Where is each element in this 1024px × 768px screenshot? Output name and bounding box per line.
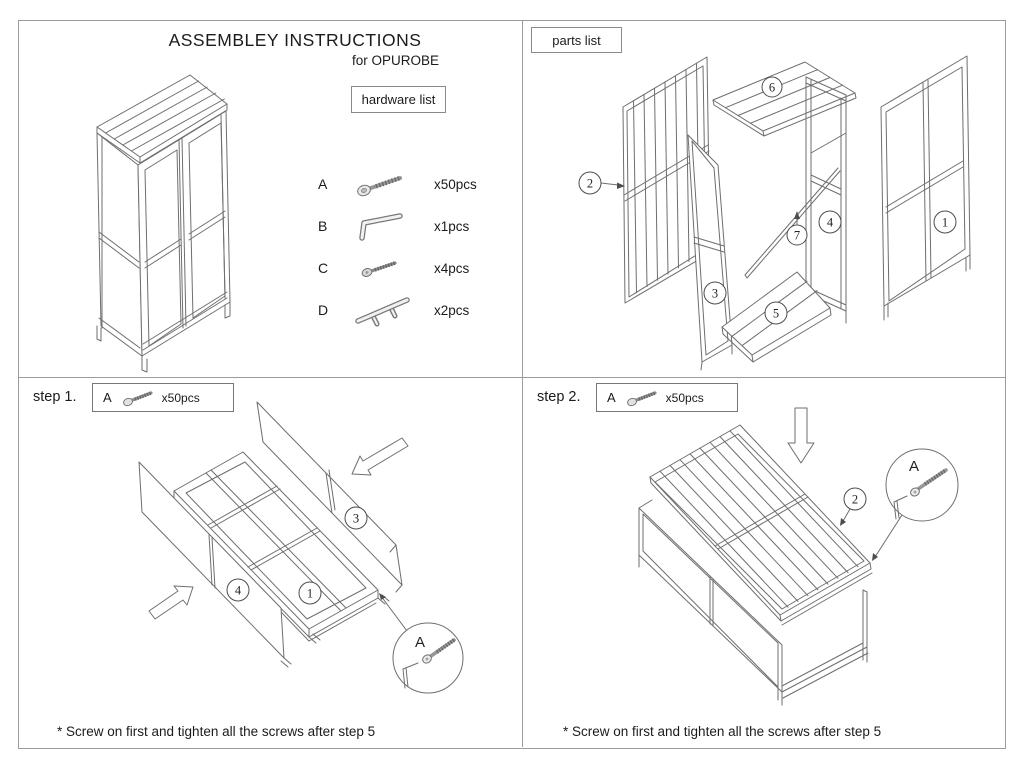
svg-text:4: 4 — [826, 215, 834, 230]
badge-qty: x50pcs — [665, 390, 704, 405]
callout-part-3 — [704, 282, 726, 304]
small-screw-icon — [350, 253, 414, 283]
hardware-id: D — [318, 302, 329, 318]
svg-text:A: A — [908, 458, 920, 475]
step1-label: step 1. — [33, 389, 77, 405]
svg-text:7: 7 — [793, 228, 801, 243]
callout-part-6 — [762, 77, 782, 97]
callout-part-1 — [934, 211, 956, 233]
badge-hardware-id: A — [103, 390, 112, 405]
place-down-arrow — [788, 408, 814, 463]
part-door-panel — [881, 56, 970, 320]
svg-text:2: 2 — [851, 492, 859, 507]
svg-text:2: 2 — [586, 176, 594, 191]
callout-part-2 — [579, 172, 625, 194]
page-title: ASSEMBLEY INSTRUCTIONS — [168, 30, 422, 50]
badge-hardware-id: A — [607, 390, 616, 405]
step2-label: step 2. — [537, 389, 581, 405]
badge-qty: x50pcs — [161, 390, 200, 405]
hardware-row-c — [318, 247, 498, 289]
handle-bar-icon — [350, 293, 414, 327]
svg-text:1: 1 — [941, 215, 949, 230]
step1-footnote: * Screw on first and tighten all the screws after step 5 — [57, 724, 376, 739]
hardware-list-label: hardware list — [351, 86, 446, 113]
parts-list-label: parts list — [531, 27, 622, 53]
callout-panel-3 — [345, 507, 367, 529]
wardrobe-body — [97, 111, 230, 356]
callout-panel-4 — [227, 579, 249, 601]
svg-text:5: 5 — [772, 306, 780, 321]
horizontal-divider — [18, 377, 1005, 378]
hardware-qty: x50pcs — [434, 176, 477, 192]
page-subtitle: for OPUROBE — [352, 53, 440, 68]
allen-key-icon — [350, 211, 414, 241]
hardware-list — [318, 163, 498, 331]
part-side-frame — [806, 77, 846, 323]
svg-text:3: 3 — [711, 286, 719, 301]
step2-diagram — [600, 395, 1010, 710]
hardware-id: C — [318, 260, 329, 276]
vertical-divider — [522, 20, 523, 747]
hardware-row-d — [318, 289, 498, 331]
hardware-qty: x2pcs — [434, 302, 470, 318]
callout-part-7 — [787, 211, 807, 245]
detail-callout-screw — [379, 593, 463, 693]
callout-panel-2 — [840, 488, 866, 526]
detail-callout-screw — [872, 449, 958, 561]
insert-arrow-right — [352, 438, 408, 475]
callout-part-5 — [765, 302, 787, 324]
svg-text:6: 6 — [768, 80, 776, 95]
countersunk-screw-icon — [350, 169, 414, 199]
svg-text:4: 4 — [234, 583, 242, 598]
hardware-row-a — [318, 163, 498, 205]
svg-text:A: A — [414, 634, 426, 651]
hardware-id: B — [318, 218, 328, 234]
parts-exploded-view — [530, 25, 1010, 375]
part-top-panel — [713, 62, 856, 136]
hardware-id: A — [318, 176, 328, 192]
hardware-row-b — [318, 205, 498, 247]
svg-text:1: 1 — [306, 586, 314, 601]
insert-arrow-left — [149, 586, 193, 619]
svg-text:3: 3 — [352, 511, 360, 526]
callout-frame-1 — [299, 582, 321, 604]
step1-diagram — [100, 400, 500, 700]
wardrobe-drawing — [58, 74, 258, 374]
callout-part-4 — [819, 211, 841, 233]
hardware-qty: x1pcs — [434, 218, 470, 234]
hardware-qty: x4pcs — [434, 260, 470, 276]
step2-footnote: * Screw on first and tighten all the screws after step 5 — [563, 724, 882, 739]
